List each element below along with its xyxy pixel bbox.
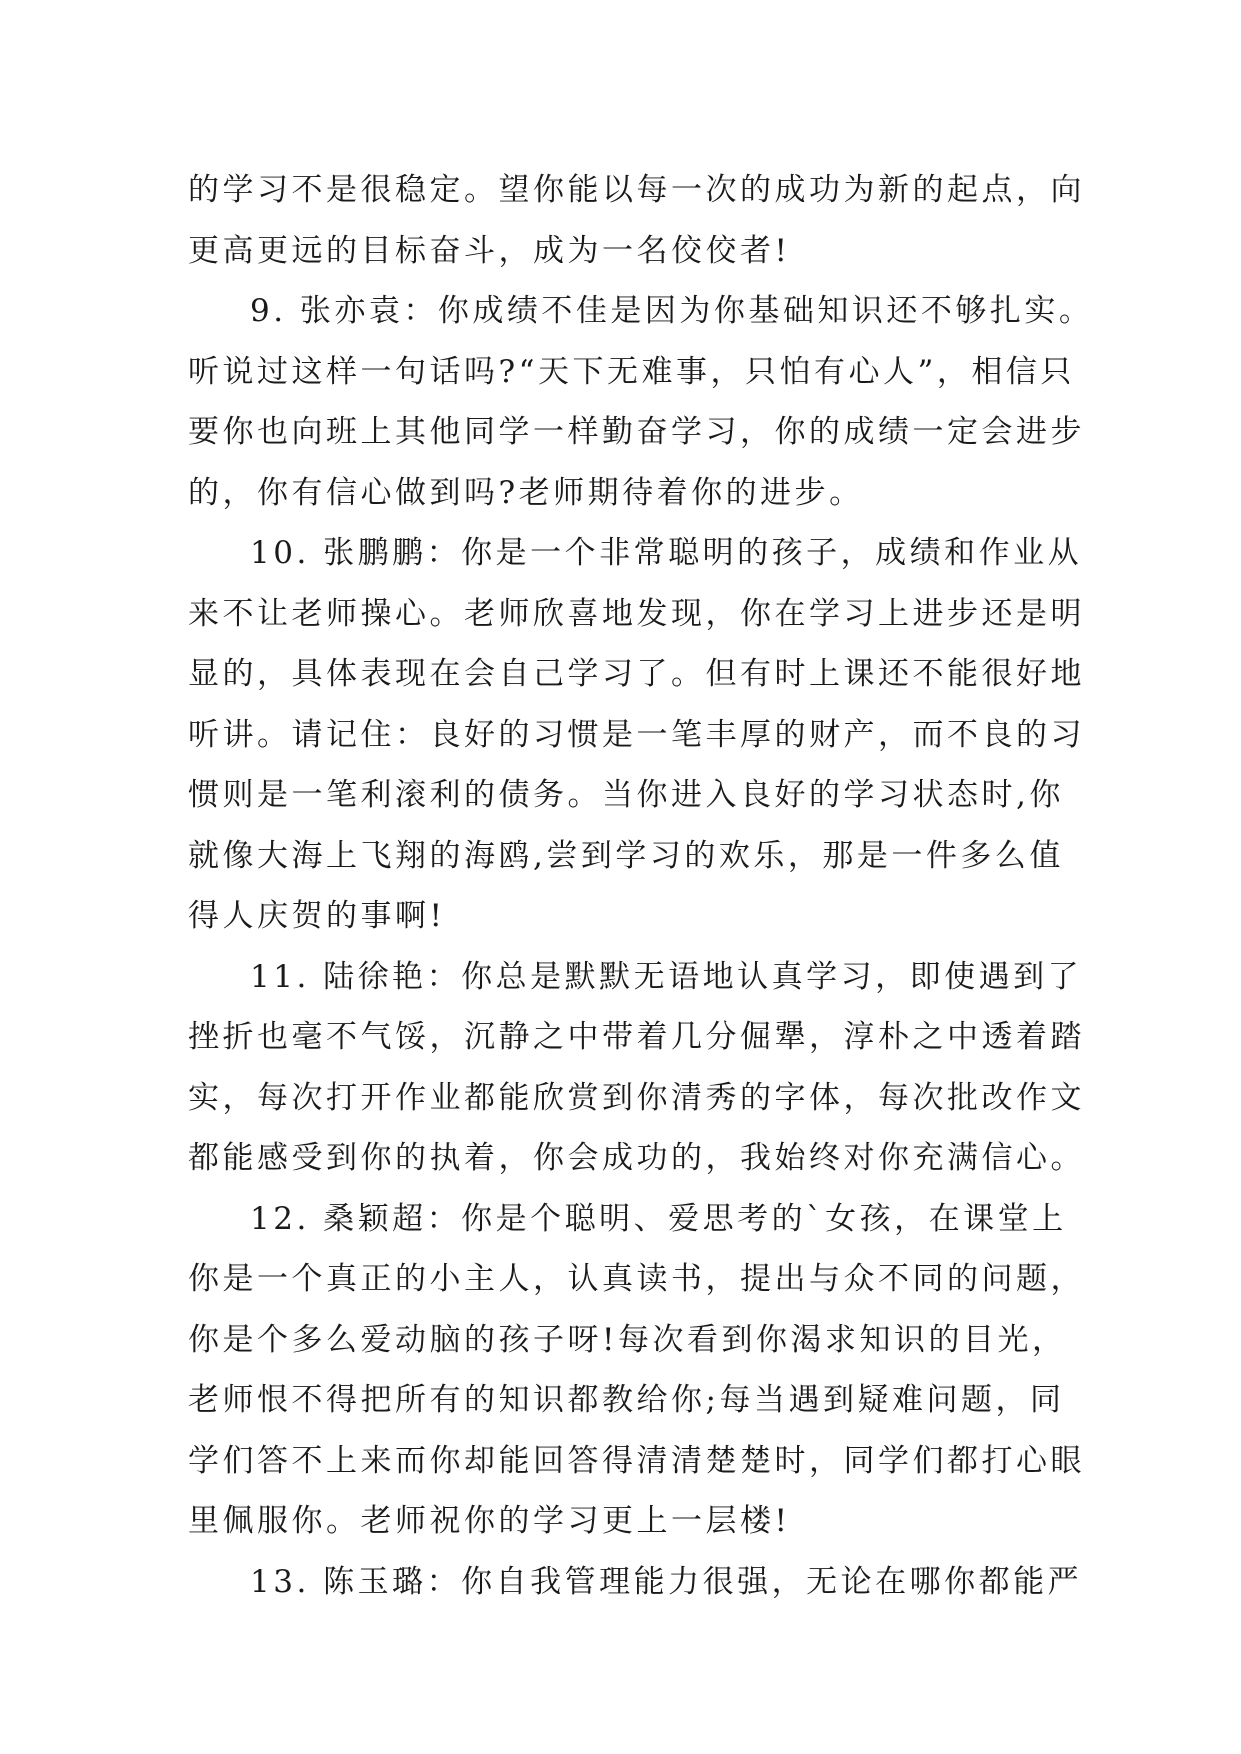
text-line: 更高更远的目标奋斗，成为一名佼佼者! xyxy=(188,232,791,269)
text-line: 你是一个真正的小主人，认真读书，提出与众不同的问题， xyxy=(188,1261,1085,1297)
text-line: 都能感受到你的执着，你会成功的，我始终对你充满信心。 xyxy=(188,1140,1085,1176)
text-line: 惯则是一笔利滚利的债务。当你进入良好的学习状态时,你 xyxy=(188,777,1064,813)
text-line: 学们答不上来而你却能回答得清清楚楚时，同学们都打心眼 xyxy=(188,1442,1085,1479)
text-line: 的学习不是很稳定。望你能以每一次的成功为新的起点，向 xyxy=(188,172,1085,208)
body-text xyxy=(188,160,1094,1612)
text-line: 实，每次打开作业都能欣赏到你清秀的字体，每次批改作文 xyxy=(188,1079,1085,1116)
text-line: 显的，具体表现在会自己学习了。但有时上课还不能很好地 xyxy=(188,656,1085,692)
paragraph-start-line: 11. 陆徐艳：你总是默默无语地认真学习，即使遇到了 xyxy=(250,958,1083,995)
text-line: 的，你有信心做到吗?老师期待着你的进步。 xyxy=(188,474,864,511)
paragraph-start-line: 13. 陈玉璐：你自我管理能力很强，无论在哪你都能严 xyxy=(250,1563,1083,1600)
text-line: 来不让老师操心。老师欣喜地发现，你在学习上进步还是明 xyxy=(188,595,1085,632)
text-line: 你是个多么爱动脑的孩子呀!每次看到你渴求知识的目光， xyxy=(188,1321,1067,1358)
text-line: 得人庆贺的事啊! xyxy=(188,898,446,934)
text-line: 挫折也毫不气馁，沉静之中带着几分倔犟，淳朴之中透着踏 xyxy=(188,1019,1085,1055)
paragraph-start-line: 10. 张鹏鹏：你是一个非常聪明的孩子，成绩和作业从 xyxy=(250,535,1083,571)
paragraph-start-line: 9. 张亦袁：你成绩不佳是因为你基础知识还不够扎实。 xyxy=(250,293,1094,329)
text-line: 听讲。请记住：良好的习惯是一笔丰厚的财产，而不良的习 xyxy=(188,716,1085,753)
text-line: 老师恨不得把所有的知识都教给你;每当遇到疑难问题，同 xyxy=(188,1382,1065,1418)
text-line: 听说过这样一句话吗?“天下无难事，只怕有心人”，相信只 xyxy=(188,353,1075,390)
text-line: 就像大海上飞翔的海鸥,尝到学习的欢乐，那是一件多么值 xyxy=(188,837,1064,874)
text-line: 里佩服你。老师祝你的学习更上一层楼! xyxy=(188,1503,791,1539)
text-line: 要你也向班上其他同学一样勤奋学习，你的成绩一定会进步 xyxy=(188,414,1085,450)
paragraph-start-line: 12. 桑颖超：你是个聪明、爱思考的`女孩，在课堂上 xyxy=(250,1200,1067,1237)
